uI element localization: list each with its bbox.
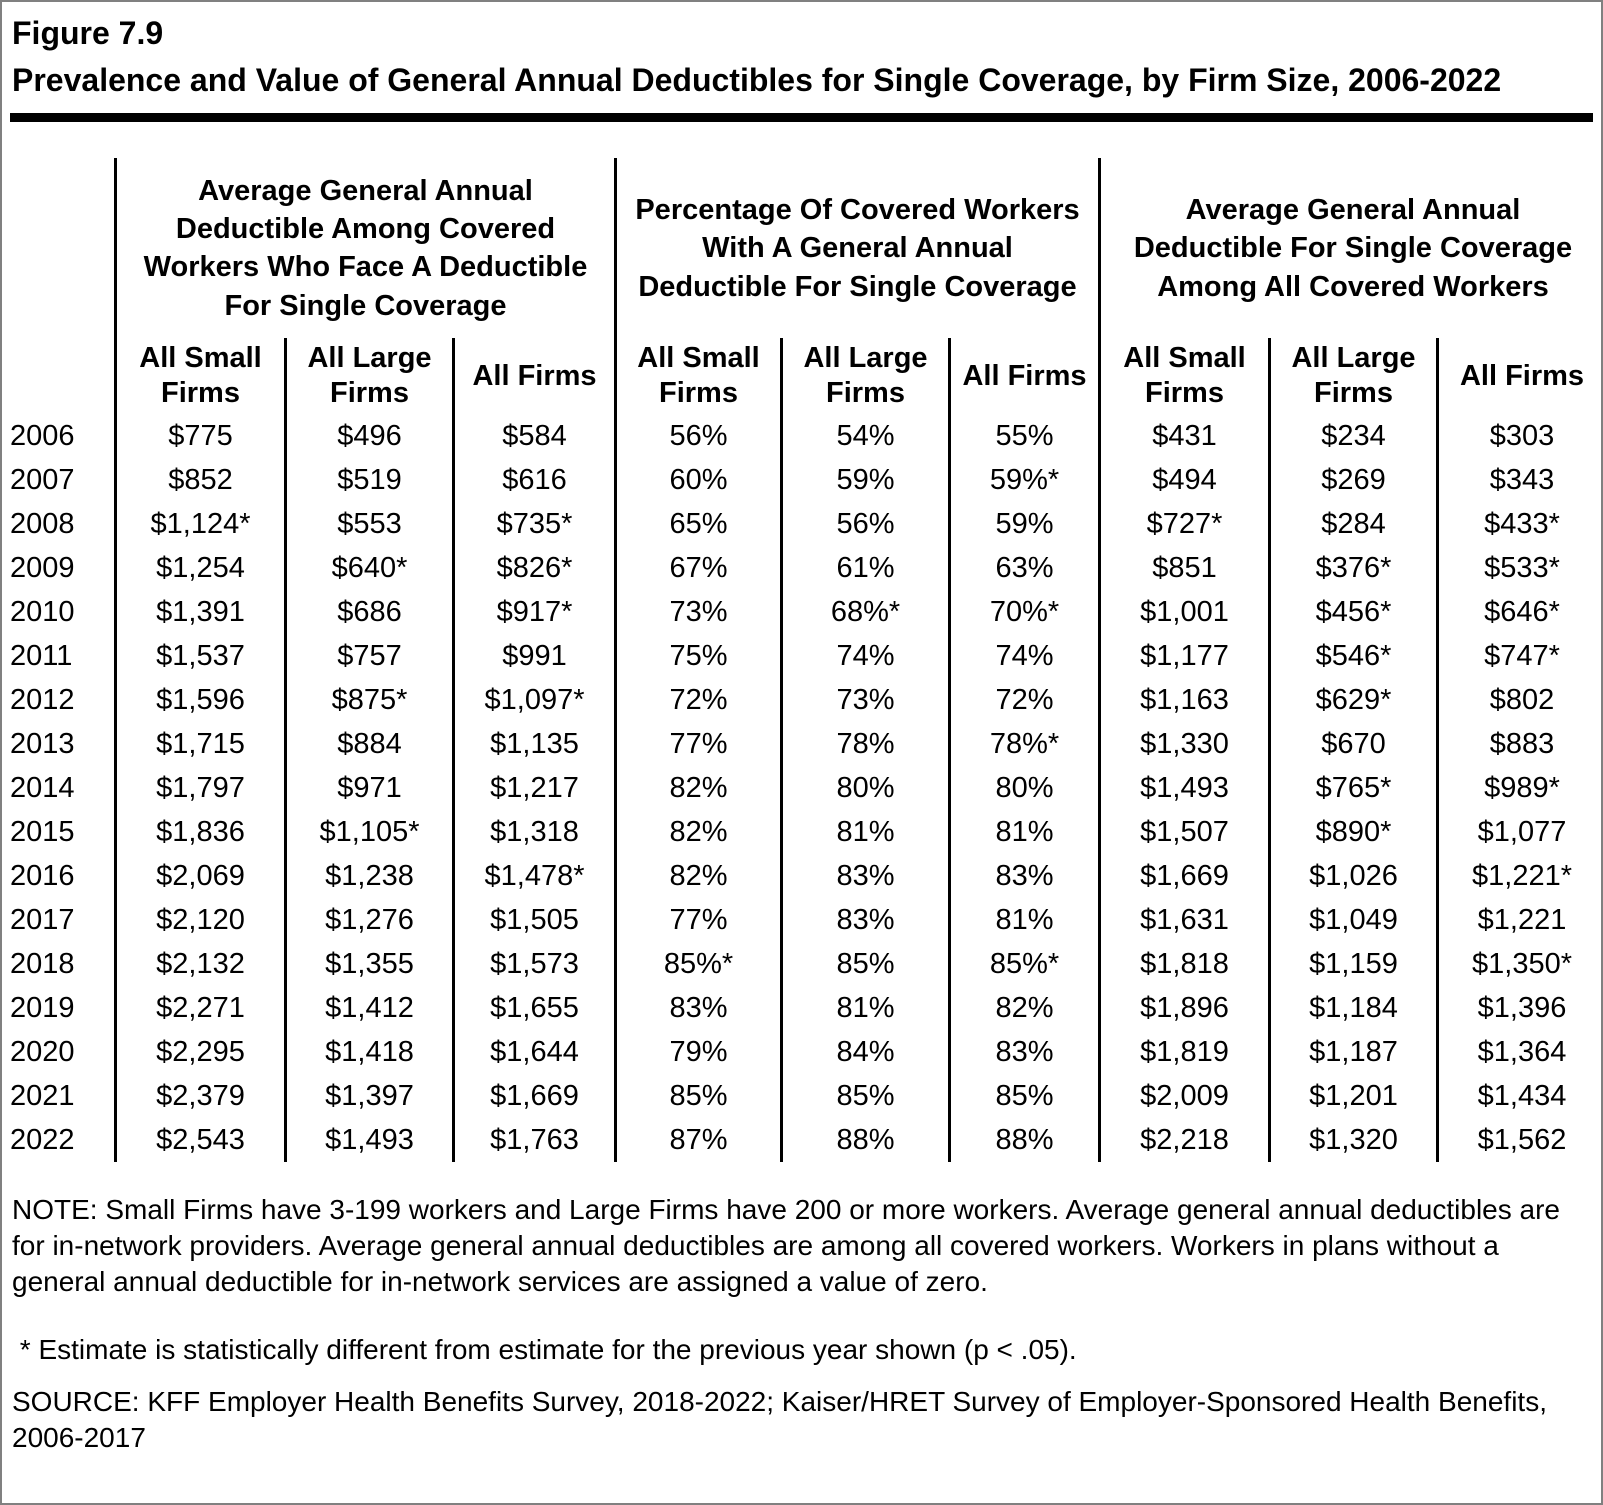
value-cell: 78% (780, 722, 948, 766)
value-cell: $1,669 (1098, 854, 1268, 898)
value-cell: $1,097* (452, 678, 614, 722)
table-row (2, 1030, 1601, 1074)
value-cell: $1,184 (1268, 986, 1436, 1030)
value-cell: 54% (780, 414, 948, 458)
value-cell: $519 (284, 458, 452, 502)
value-cell: $433* (1436, 502, 1603, 546)
value-cell: $2,295 (114, 1030, 284, 1074)
value-cell: $991 (452, 634, 614, 678)
value-cell: 79% (614, 1030, 780, 1074)
value-cell: $496 (284, 414, 452, 458)
col-header-g3-small: All Small Firms (1098, 338, 1268, 414)
year-cell: 2016 (10, 859, 75, 892)
value-cell: $2,009 (1098, 1074, 1268, 1118)
value-cell: $546* (1268, 634, 1436, 678)
value-cell: $884 (284, 722, 452, 766)
value-cell: $1,217 (452, 766, 614, 810)
value-cell: $2,218 (1098, 1118, 1268, 1162)
value-cell: $640* (284, 546, 452, 590)
value-cell: 78%* (948, 722, 1098, 766)
value-cell: 56% (614, 414, 780, 458)
asterisk-footnote: * Estimate is statistically different from estimate for the previous year shown (p < .05). (12, 1333, 1077, 1365)
value-cell: $1,001 (1098, 590, 1268, 634)
year-cell: 2014 (10, 771, 75, 804)
value-cell: $989* (1436, 766, 1603, 810)
value-cell: $1,596 (114, 678, 284, 722)
value-cell: $2,271 (114, 986, 284, 1030)
table-row (2, 766, 1601, 810)
value-cell: 72% (614, 678, 780, 722)
value-cell: 63% (948, 546, 1098, 590)
value-cell: $646* (1436, 590, 1603, 634)
value-cell: $1,836 (114, 810, 284, 854)
value-cell: $2,132 (114, 942, 284, 986)
value-cell: $1,493 (1098, 766, 1268, 810)
value-cell: $269 (1268, 458, 1436, 502)
sub-header-row (2, 338, 1601, 414)
group-header-percentage-with-deductible: Percentage Of Covered Workers With A General Annual Deductible For Single Coverage (614, 158, 1098, 338)
year-cell: 2013 (10, 727, 75, 760)
value-cell: $1,631 (1098, 898, 1268, 942)
value-cell: $584 (452, 414, 614, 458)
col-header-g3-large: All Large Firms (1268, 338, 1436, 414)
figure-label: Figure 7.9 (12, 15, 164, 51)
value-cell: $686 (284, 590, 452, 634)
source-text: SOURCE: KFF Employer Health Benefits Survey, 2018-2022; Kaiser/HRET Survey of Employer-Sponsored Health Benefits, 2006-2017 (12, 1385, 1547, 1453)
col-header-g2-large: All Large Firms (780, 338, 948, 414)
group-header-row (2, 158, 1601, 338)
value-cell: $456* (1268, 590, 1436, 634)
value-cell: 83% (614, 986, 780, 1030)
year-cell: 2012 (10, 683, 75, 716)
col-header-g1-large: All Large Firms (284, 338, 452, 414)
value-cell: 55% (948, 414, 1098, 458)
value-cell: 80% (948, 766, 1098, 810)
value-cell: $1,478* (452, 854, 614, 898)
value-cell: $1,418 (284, 1030, 452, 1074)
value-cell: $1,573 (452, 942, 614, 986)
value-cell: $775 (114, 414, 284, 458)
table-row (2, 458, 1601, 502)
value-cell: 87% (614, 1118, 780, 1162)
year-cell: 2019 (10, 991, 75, 1024)
value-cell: 81% (948, 810, 1098, 854)
value-cell: 59% (780, 458, 948, 502)
value-cell: 65% (614, 502, 780, 546)
value-cell: 77% (614, 898, 780, 942)
value-cell: $1,105* (284, 810, 452, 854)
value-cell: $1,715 (114, 722, 284, 766)
value-cell: 83% (948, 1030, 1098, 1074)
value-cell: $1,077 (1436, 810, 1603, 854)
note-text: NOTE: Small Firms have 3-199 workers and Large Firms have 200 or more workers. Average general annual deductibles are for in-network providers. Average general annual deductibles are among all covered workers. Workers in plans without a general annual deductible for in-network services are assigned a value of zero. (12, 1194, 1560, 1298)
value-cell: 73% (780, 678, 948, 722)
value-cell: $1,124* (114, 502, 284, 546)
col-header-g3-all: All Firms (1436, 338, 1603, 414)
value-cell: $2,120 (114, 898, 284, 942)
year-cell: 2007 (10, 463, 75, 496)
year-cell: 2008 (10, 507, 75, 540)
value-cell: $494 (1098, 458, 1268, 502)
value-cell: $431 (1098, 414, 1268, 458)
value-cell: $1,434 (1436, 1074, 1603, 1118)
value-cell: $343 (1436, 458, 1603, 502)
value-cell: 85% (780, 942, 948, 986)
year-cell: 2010 (10, 595, 75, 628)
value-cell: $1,507 (1098, 810, 1268, 854)
table-row (2, 502, 1601, 546)
col-header-g1-small: All Small Firms (114, 338, 284, 414)
value-cell: $1,350* (1436, 942, 1603, 986)
table-row (2, 898, 1601, 942)
value-cell: $1,669 (452, 1074, 614, 1118)
value-cell: 77% (614, 722, 780, 766)
col-header-g2-small: All Small Firms (614, 338, 780, 414)
deductibles-table (2, 158, 1601, 1162)
value-cell: 85% (614, 1074, 780, 1118)
value-cell: $1,763 (452, 1118, 614, 1162)
value-cell: $1,412 (284, 986, 452, 1030)
year-cell: 2011 (10, 639, 73, 672)
corner-spacer (2, 158, 114, 338)
year-cell: 2020 (10, 1035, 75, 1068)
table-row (2, 678, 1601, 722)
value-cell: $1,655 (452, 986, 614, 1030)
year-column-spacer (2, 338, 114, 414)
year-cell: 2017 (10, 903, 75, 936)
year-cell: 2006 (10, 419, 75, 452)
value-cell: $1,644 (452, 1030, 614, 1074)
group-header-deductible-all-workers: Average General Annual Deductible For Single Coverage Among All Covered Workers (1098, 158, 1603, 338)
value-cell: $802 (1436, 678, 1603, 722)
value-cell: $1,276 (284, 898, 452, 942)
value-cell: $376* (1268, 546, 1436, 590)
value-cell: $2,379 (114, 1074, 284, 1118)
table-row (2, 986, 1601, 1030)
year-cell: 2021 (10, 1079, 75, 1112)
value-cell: $629* (1268, 678, 1436, 722)
value-cell: 88% (780, 1118, 948, 1162)
value-cell: $284 (1268, 502, 1436, 546)
table-row (2, 546, 1601, 590)
value-cell: $1,254 (114, 546, 284, 590)
table-row (2, 1118, 1601, 1162)
value-cell: 85%* (614, 942, 780, 986)
table-row (2, 810, 1601, 854)
value-cell: $917* (452, 590, 614, 634)
value-cell: $1,238 (284, 854, 452, 898)
value-cell: $1,818 (1098, 942, 1268, 986)
value-cell: $533* (1436, 546, 1603, 590)
table-row (2, 854, 1601, 898)
value-cell: $616 (452, 458, 614, 502)
table-row (2, 942, 1601, 986)
value-cell: $1,201 (1268, 1074, 1436, 1118)
value-cell: $1,397 (284, 1074, 452, 1118)
table-row (2, 414, 1601, 458)
value-cell: 84% (780, 1030, 948, 1074)
value-cell: 82% (948, 986, 1098, 1030)
value-cell: $1,819 (1098, 1030, 1268, 1074)
value-cell: 59% (948, 502, 1098, 546)
table-body (2, 414, 1601, 1162)
value-cell: $1,896 (1098, 986, 1268, 1030)
table-row (2, 722, 1601, 766)
value-cell: 81% (780, 986, 948, 1030)
value-cell: 81% (948, 898, 1098, 942)
value-cell: $1,135 (452, 722, 614, 766)
value-cell: $1,159 (1268, 942, 1436, 986)
value-cell: $1,320 (1268, 1118, 1436, 1162)
value-cell: 80% (780, 766, 948, 810)
value-cell: $851 (1098, 546, 1268, 590)
value-cell: $2,543 (114, 1118, 284, 1162)
value-cell: $765* (1268, 766, 1436, 810)
value-cell: $1,221 (1436, 898, 1603, 942)
value-cell: 75% (614, 634, 780, 678)
value-cell: $1,396 (1436, 986, 1603, 1030)
title-divider (10, 113, 1593, 122)
table-row (2, 634, 1601, 678)
year-cell: 2009 (10, 551, 75, 584)
value-cell: $757 (284, 634, 452, 678)
value-cell: $971 (284, 766, 452, 810)
value-cell: 73% (614, 590, 780, 634)
value-cell: $1,177 (1098, 634, 1268, 678)
table-row (2, 590, 1601, 634)
value-cell: 56% (780, 502, 948, 546)
value-cell: 70%* (948, 590, 1098, 634)
figure-title: Prevalence and Value of General Annual Deductibles for Single Coverage, by Firm Size, 2006-2022 (12, 62, 1502, 99)
year-cell: 2018 (10, 947, 75, 980)
value-cell: 68%* (780, 590, 948, 634)
value-cell: $2,069 (114, 854, 284, 898)
value-cell: $1,391 (114, 590, 284, 634)
value-cell: $670 (1268, 722, 1436, 766)
value-cell: $1,330 (1098, 722, 1268, 766)
table-row (2, 1074, 1601, 1118)
value-cell: $875* (284, 678, 452, 722)
value-cell: 74% (780, 634, 948, 678)
value-cell: $1,562 (1436, 1118, 1603, 1162)
value-cell: 83% (948, 854, 1098, 898)
value-cell: 72% (948, 678, 1098, 722)
col-header-g2-all: All Firms (948, 338, 1098, 414)
value-cell: 61% (780, 546, 948, 590)
value-cell: 83% (780, 898, 948, 942)
group-header-deductible-who-face: Average General Annual Deductible Among Covered Workers Who Face A Deductible For Single Coverage (114, 158, 614, 338)
value-cell: $553 (284, 502, 452, 546)
value-cell: $1,505 (452, 898, 614, 942)
year-cell: 2022 (10, 1123, 75, 1156)
value-cell: 88% (948, 1118, 1098, 1162)
value-cell: $1,049 (1268, 898, 1436, 942)
value-cell: $826* (452, 546, 614, 590)
value-cell: 82% (614, 766, 780, 810)
value-cell: $727* (1098, 502, 1268, 546)
value-cell: 83% (780, 854, 948, 898)
value-cell: $1,355 (284, 942, 452, 986)
value-cell: $1,797 (114, 766, 284, 810)
value-cell: $1,493 (284, 1118, 452, 1162)
value-cell: $890* (1268, 810, 1436, 854)
value-cell: $735* (452, 502, 614, 546)
value-cell: $1,187 (1268, 1030, 1436, 1074)
value-cell: $1,163 (1098, 678, 1268, 722)
value-cell: $747* (1436, 634, 1603, 678)
value-cell: 82% (614, 854, 780, 898)
value-cell: 74% (948, 634, 1098, 678)
figure-header (2, 2, 1601, 104)
value-cell: $234 (1268, 414, 1436, 458)
value-cell: $1,026 (1268, 854, 1436, 898)
value-cell: 59%* (948, 458, 1098, 502)
year-cell: 2015 (10, 815, 75, 848)
value-cell: $852 (114, 458, 284, 502)
value-cell: 82% (614, 810, 780, 854)
value-cell: 85% (948, 1074, 1098, 1118)
value-cell: $883 (1436, 722, 1603, 766)
value-cell: $1,537 (114, 634, 284, 678)
value-cell: $1,221* (1436, 854, 1603, 898)
value-cell: 81% (780, 810, 948, 854)
value-cell: 85% (780, 1074, 948, 1118)
value-cell: 85%* (948, 942, 1098, 986)
value-cell: 60% (614, 458, 780, 502)
value-cell: $1,318 (452, 810, 614, 854)
value-cell: 67% (614, 546, 780, 590)
value-cell: $1,364 (1436, 1030, 1603, 1074)
value-cell: $303 (1436, 414, 1603, 458)
col-header-g1-all: All Firms (452, 338, 614, 414)
